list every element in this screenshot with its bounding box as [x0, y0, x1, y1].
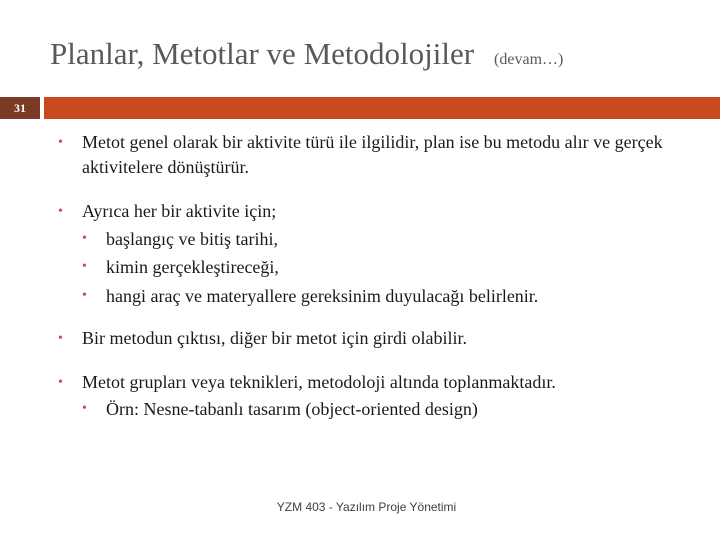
slide-content — [58, 130, 698, 424]
bullet-icon: • — [58, 330, 63, 346]
bullet-text: Ayrıca her bir aktivite için; — [82, 201, 277, 222]
bullet-text: Bir metodun çıktısı, diğer bir metot için girdi olabilir. — [82, 327, 467, 348]
sub-bullet-text: başlangıç ve bitiş tarihi, — [106, 228, 278, 249]
bullet-item — [58, 370, 698, 424]
slide-footer: YZM 403 - Yazılım Proje Yönetimi — [276, 500, 457, 514]
sub-bullet-text: hangi araç ve materyallere gereksinim duyulacağı belirlenir. — [106, 286, 539, 307]
bullet-icon: • — [82, 259, 87, 275]
slide-number: 31 — [0, 97, 40, 119]
sub-bullet-item — [82, 282, 698, 311]
accent-bar — [44, 97, 720, 119]
slide-title-main: Planlar, Metotlar ve Metodolojiler — [50, 36, 475, 71]
bullet-item — [58, 130, 698, 180]
bullet-icon: • — [82, 401, 87, 417]
bullet-icon: • — [58, 204, 63, 220]
bullet-icon: • — [82, 230, 87, 246]
slide-title-suffix: (devam…) — [494, 51, 564, 68]
bullet-item — [58, 326, 698, 351]
sub-bullet-item — [82, 225, 698, 254]
bullet-icon: • — [58, 375, 63, 391]
bullet-icon: • — [82, 288, 87, 304]
bullet-icon: • — [58, 135, 63, 150]
sub-bullet-item — [82, 253, 698, 282]
sub-bullet-item — [82, 395, 698, 424]
slide-title — [50, 36, 710, 72]
bullet-text: Metot genel olarak bir aktivite türü ile ilgilidir, plan ise bu metodu alır ve gerçek aktivitelere dönüştürür. — [82, 132, 663, 178]
sub-bullet-text: kimin gerçekleştireceği, — [106, 257, 279, 278]
sub-bullet-text: Örn: Nesne-tabanlı tasarım (object-oriented design) — [106, 399, 478, 420]
bullet-item — [58, 199, 698, 311]
bullet-text: Metot grupları veya teknikleri, metodoloji altında toplanmaktadır. — [82, 372, 556, 393]
